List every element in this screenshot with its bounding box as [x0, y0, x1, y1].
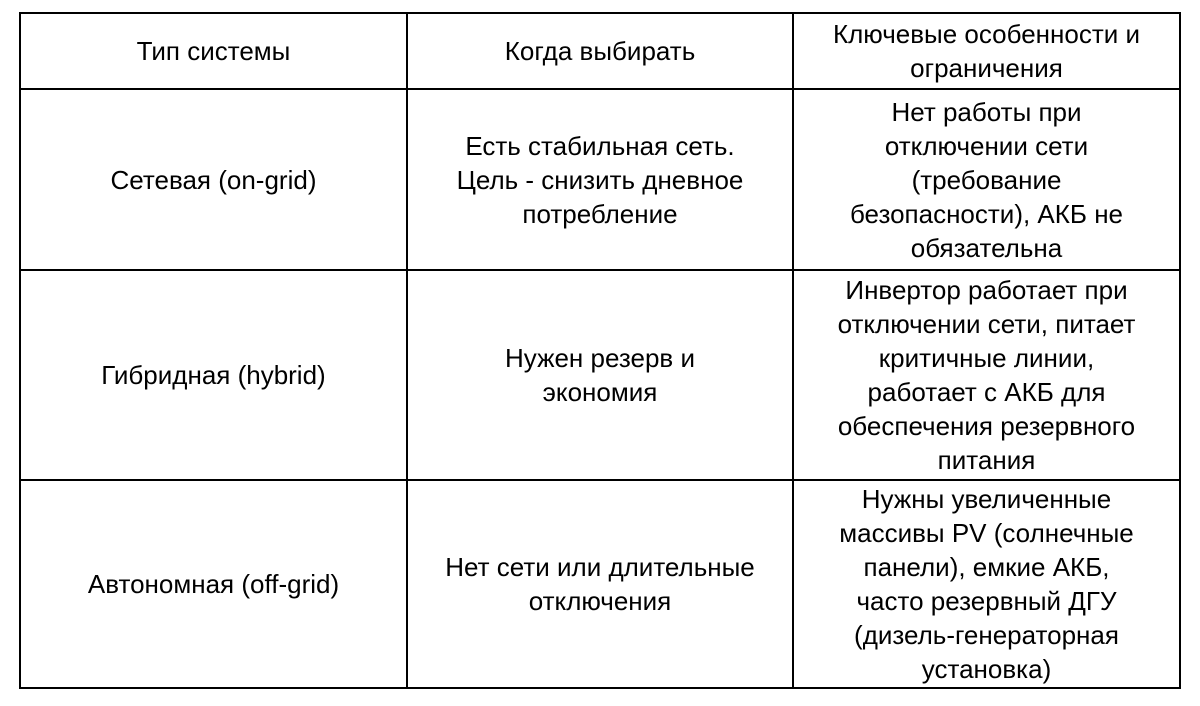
table-row	[20, 89, 1180, 270]
cell-key-features: Нет работы при отключении сети (требование безопасности), АКБ не обязательна	[793, 89, 1180, 270]
cell-when-to-choose: Есть стабильная сеть. Цель - снизить дневное потребление	[407, 89, 793, 270]
cell-key-features: Нужны увеличенные массивы PV (солнечные панели), емкие АКБ, часто резервный ДГУ (дизель-генераторная установка)	[793, 480, 1180, 688]
table-row	[20, 270, 1180, 480]
table-row	[20, 480, 1180, 688]
header-when-to-choose: Когда выбирать	[407, 13, 793, 89]
cell-system-type: Сетевая (on-grid)	[20, 89, 407, 270]
solar-system-types-table	[19, 12, 1181, 689]
cell-system-type: Автономная (off-grid)	[20, 480, 407, 688]
table-header-row	[20, 13, 1180, 89]
cell-when-to-choose: Нет сети или длительные отключения	[407, 480, 793, 688]
cell-when-to-choose: Нужен резерв и экономия	[407, 270, 793, 480]
header-system-type: Тип системы	[20, 13, 407, 89]
cell-key-features: Инвертор работает при отключении сети, питает критичные линии, работает с АКБ для обеспечения резервного питания	[793, 270, 1180, 480]
cell-system-type: Гибридная (hybrid)	[20, 270, 407, 480]
header-key-features: Ключевые особенности и ограничения	[793, 13, 1180, 89]
